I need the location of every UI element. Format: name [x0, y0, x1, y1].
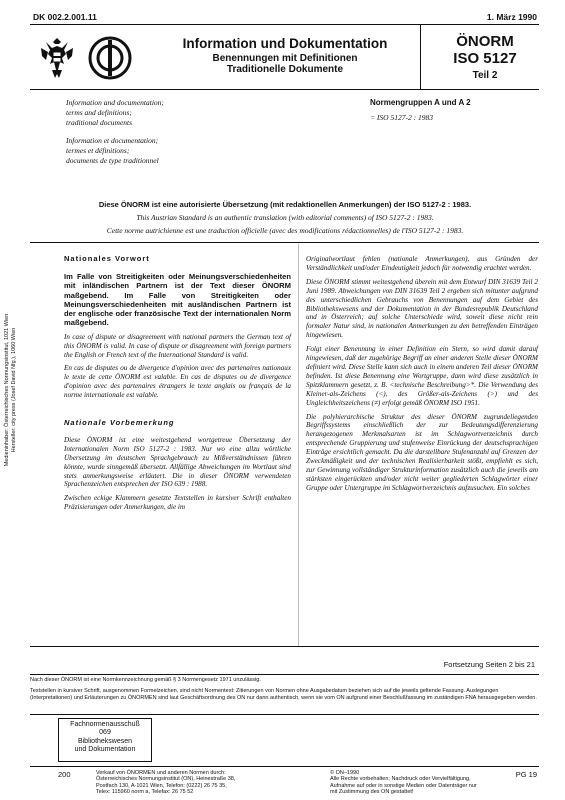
price-group: PG 19 [515, 770, 537, 779]
committee-box [58, 718, 152, 762]
foreword-english-paragraph: In case of dispute or disagreement with national partners the German text of this ÖNORM is valid. In case of dispute or disagreement with foreign partners the English or French text of the International Standard is valid. [64, 332, 291, 359]
document-number: DK 002.2.001.11 [33, 12, 97, 22]
subtitle-line-2: Traditionelle Dokumente [226, 64, 344, 75]
heading-national-preliminary-remark: Nationale Vorbemerkung [64, 418, 175, 428]
body-paragraph: Originalwortlaut fehlen (nationale Anmerkungen), aus Gründen der Verständlichkeit und/oder Eindeutigkeit jedoch für notwendig erachtet werden. [306, 255, 538, 272]
committee-name: Bibliothekswesen [77, 737, 133, 745]
column-divider [298, 244, 299, 646]
header-rule [30, 89, 539, 90]
austrian-eagle-logo [38, 34, 76, 80]
interpretation-note: Textstellen in kursiver Schrift, ausgenommen Formelzeichen, sind nicht Normentext: Zitierungen von Normen ohne Ausgabedatum beziehen sich auf die jeweils geltende Fassung. Auslegungen (Interpretationen) und Erläuterungen zu ÖNORMEN sind laut Geschäftsordnung des ON nur dann authentisch, wenn sie vom ON aufgrund einer Beschlußfassung im zuständigen FNA herausgegeben werden. [30, 688, 537, 701]
standard-groups: Normengruppen A und A 2 [370, 98, 471, 107]
price-group-number: 200 [58, 770, 71, 779]
publisher-info [96, 770, 286, 795]
issue-date: 1. März 1990 [486, 12, 537, 22]
subtitle-line-1: Benennungen mit Definitionen [212, 53, 358, 64]
footer-rule [30, 714, 539, 715]
committee-label: Fachnormenausschuß [70, 721, 140, 728]
english-title-line: terms and definitions; [66, 108, 132, 117]
footer-rule [30, 646, 539, 647]
standard-part: Teil 2 [472, 70, 498, 81]
preliminary-paragraph: Diese ÖNORM ist eine weitestgehend wortgetreue Übersetzung der Internationalen Norm ISO 5127-2 : 1983. Nur wo eine allzu wörtliche Übersetzung im deutschen Sprachgebrauch zu Mißverständnissen führen könnte, wurde sinngemäß übersetzt. Allfällige Abweichungen im Wortlaut sind stets anmerkungsweise erläutert. Die in dieser ÖNORM verwendeten Sprachenzeichen entsprechen der ISO 639 : 1988. [64, 435, 291, 489]
legal-note: Nach dieser ÖNORM ist eine Normkennzeichnung gemäß § 3 Normengesetz 1971 unzulässig. [30, 677, 261, 683]
statement-german: Diese ÖNORM ist eine autorisierte Übersetzung (mit redaktionellen Anmerkungen) der ISO 5127-2 : 1983. [98, 200, 472, 209]
right-column [306, 255, 538, 498]
standard-name: ÖNORM [456, 33, 514, 50]
imprint-side-text [4, 285, 18, 495]
publisher-line: Österreichisches Normungsinstitut (ON), Heinestraße 38, [96, 776, 236, 783]
document-subtitle [160, 53, 410, 75]
english-title-line: Information and documentation; [66, 98, 164, 107]
publisher-line: Telex: 115960 norm a, Telefax: 26 75 52 [96, 788, 194, 795]
copyright-line: © ON–1990 [330, 770, 360, 776]
copyright-line: Alle Rechte vorbehalten; Nachdruck oder Vervielfältigung, Aufnahme auf oder in sonstige Medien oder Datenträger nur mit Zustimmung des ON gestattet! [330, 776, 477, 795]
on-standards-logo [88, 36, 132, 80]
standard-number: ISO 5127 [453, 50, 517, 67]
imprint-line: Medieninhaber: Österreichisches Normungsinstitut, 1021 Wien [4, 313, 10, 467]
committee-name: und Dokumentation [74, 746, 136, 754]
top-rule [30, 24, 539, 25]
body-paragraph: Diese ÖNORM stimmt weitestgehend überein mit dem Entwurf DIN 31639 Teil 2 Juni 1989. Abweichungen von DIN 31639 Teil 2 ergeben sich mitunter aufgrund des unterschiedlichen Gebrauchs von Benennungen auf dem Gebiet des Bibliothekswesens und der Dokumentation in der Bundesrepublik Deutschland und in Österreich; auf solche Unterschiede wird, soweit diese nicht rein formaler Natur sind, in nationalen Anmerkungen zu den betreffenden Einträgen hingewiesen. [306, 277, 538, 340]
body-paragraph: Die polyhierarchische Struktur des dieser ÖNORM zugrundeliegenden Begriffssystems einschließlich der zur Bedeutungsdifferenzierung herangezogenen Merkmalsarten ist im Schlagwortverzeichnis durch entsprechende Gruppierung und stufenweise Einrückung der deutschsprachigen Einträge ersichtlich gemacht. Da die darstellbare Stufenanzahl auf Grenzen der Zweckmäßigkeit und der technischen Realisierbarkeit stößt, empfiehlt es sich, zur Gewinnung vollständiger Strukturinformation zusätzlich auch die jeweils am stärksten eingerückten und/oder nicht weiter gegliederten Schlagwörter einer Gruppe oder Untergruppe im Schlagwortverzeichnis aufzusuchen. Ein solches [306, 412, 538, 492]
foreword-german-paragraph: Im Falle von Streitigkeiten oder Meinungsverschiedenheiten mit inländischen Partnern ist der Text dieser ÖNORM maßgebend. Im Falle von Streitigkeiten oder Meinungsverschiedenheiten mit ausländischen Partnern ist der englische oder französische Text der internationalen Norm maßgebend. [64, 271, 291, 328]
english-title [66, 98, 306, 128]
english-title-line: traditional documents [66, 118, 133, 127]
body-rule [30, 242, 539, 243]
header-divider [420, 24, 421, 89]
footer-rule [30, 766, 539, 767]
iso-equivalent: = ISO 5127-2 : 1983 [370, 113, 433, 122]
footer-rule [30, 674, 539, 675]
committee-number: 069 [99, 729, 111, 737]
document-title: Information und Dokumentation [182, 36, 388, 51]
publisher-line: Postfach 130, A-1021 Wien, Telefon: (0222) 26 75 35, [96, 782, 227, 789]
copyright-info [330, 770, 480, 795]
continuation-note: Fortsetzung Seiten 2 bis 21 [443, 660, 535, 669]
french-title [66, 136, 306, 166]
statement-french: Cette norme autrichienne est une traduction officielle (avec des modifications rédactionnelles) de l'ISO 5127-2 : 1983. [106, 226, 464, 235]
french-title-line: termes et définitions; [66, 146, 130, 155]
left-column [64, 255, 291, 517]
publisher-line: Verkauf von ÖNORMEN und anderen Normen durch: [96, 770, 226, 776]
body-paragraph: Folgt einer Benennung in einer Definition ein Stern, so wird damit darauf hingewiesen, daß der zugehörige Begriff an einer anderen Stelle dieser ÖNORM definiert wird. Diese Stelle kann sich auch in einem anderen Teil dieser ÖNORM befinden. Ist diese Benennung eine Wortgruppe, dann wird diese zusätzlich in Spitzklammern gesetzt, z. B. <technische Beschreibung>*. Die Verwendung des Kleiner-als-Zeichens (<), des Größer-als-Zeichens (>) und des Ungleichheitszeichens (≠) erfolgt gemäß ÖNORM ISO 1951. [306, 345, 538, 407]
french-title-line: documents de type traditionnel [66, 156, 159, 165]
foreword-french-paragraph: En cas de disputes ou de divergence d'opinion avec des partenaires nationaux le texte de cette ÖNORM est valable. En cas de disputes ou de divergence d'opinion avec des partenaires étrangers le texte anglais ou français de la norme internationale est valable. [64, 364, 291, 400]
preliminary-paragraph: Zwischen eckige Klammern gesetzte Textstellen in kursiver Schrift enthalten Präzisierungen oder Anmerkungen, die im [64, 494, 291, 512]
heading-national-foreword: Nationales Vorwort [64, 254, 150, 263]
statement-english: This Austrian Standard is an authentic translation (with editorial comments) of ISO 5127-2 : 1983. [136, 213, 434, 222]
french-title-line: Information et documentation; [66, 136, 159, 145]
standard-designation [440, 33, 530, 67]
imprint-line: Hersteller: city press (Josef David Nfg.), 1060 Wien [11, 327, 17, 453]
